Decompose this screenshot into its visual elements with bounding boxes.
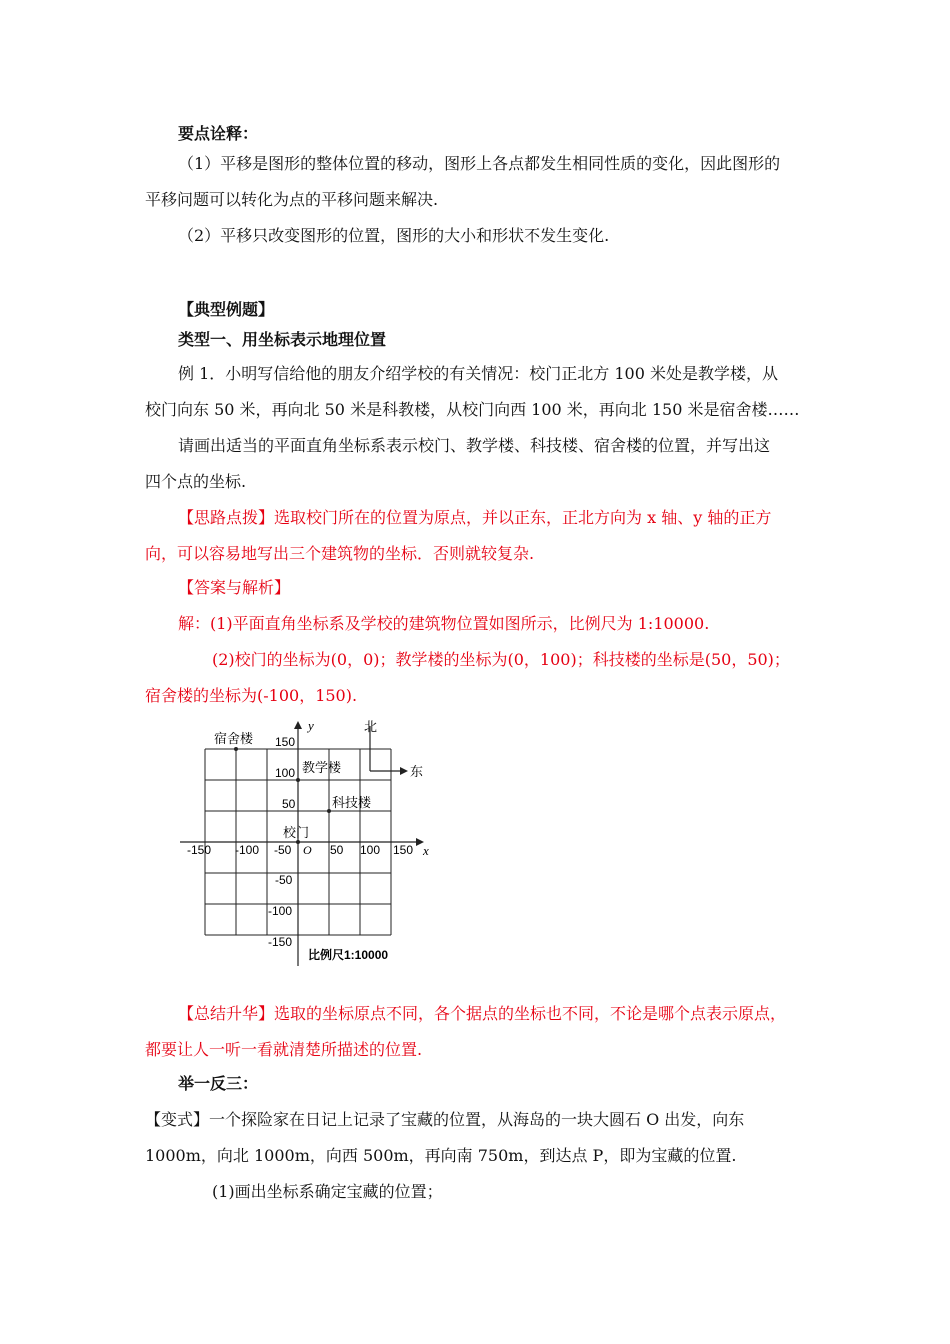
dorm-point [234,747,238,751]
summary-text-a: 选取的坐标原点不同，各个据点的坐标也不同，不论是哪个点表示原点， [274,1004,787,1023]
summary-line-a [178,1004,786,1024]
origin-label: O [303,843,312,857]
y-axis-arrow-icon [294,721,302,729]
coordinate-figure [180,716,440,966]
answer-label: 【答案与解析】 [178,578,291,597]
examples-heading: 【典型例题】 [178,300,275,319]
example1-line-b: 校门向东 50 米，再向北 50 米是科教楼，从校门向西 100 米，再向北 150 米是宿舍楼…… [145,400,800,419]
teaching-building-label: 教学楼 [302,760,342,775]
hint-label: 【思路点拨】 [178,508,275,527]
teaching-building-point [296,778,300,782]
y-tick-label: 50 [282,797,296,811]
gate-point [296,840,300,844]
hint-text-a: 选取校门所在的位置为原点，并以正东，正北方向为 x 轴、y 轴的正方 [274,508,772,527]
variant-line-b: 1000m，向北 1000m，向西 500m，再向南 750m，到达点 P，即为宝藏的位置. [145,1146,737,1165]
x-tick-label: 150 [393,843,414,857]
scale-label: 比例尺1:10000 [308,948,389,962]
practice-heading: 举一反三： [178,1074,259,1093]
key-point-1a: （1）平移是图形的整体位置的移动，图形上各点都发生相同性质的变化，因此图形的 [178,154,781,173]
summary-line-b: 都要让人一听一看就清楚所描述的位置. [145,1040,423,1059]
variant-text-a: 一个探险家在日记上记录了宝藏的位置，从海岛的一块大圆石 O 出发，向东 [209,1110,745,1129]
y-axis-label: y [308,718,314,733]
north-label: 北 [364,719,378,734]
key-point-1b: 平移问题可以转化为点的平移问题来解决. [145,190,439,209]
example1-line-c: 请画出适当的平面直角坐标系表示校门、教学楼、科技楼、宿舍楼的位置，并写出这 [178,436,771,455]
y-tick-label: -50 [275,873,293,887]
x-tick-label: 100 [360,843,381,857]
y-tick-label: -150 [268,935,293,949]
y-tick-label: 100 [275,766,296,780]
x-tick-label: -50 [274,843,292,857]
compass-east-arrow-icon [400,767,408,775]
hint-line-a [178,508,771,528]
x-tick-label: -100 [235,843,260,857]
variant-label: 【变式】 [145,1110,210,1129]
x-tick-label: 50 [330,843,344,857]
dorm-label: 宿舍楼 [214,731,254,746]
y-tick-label: 150 [275,735,296,749]
variant-line-a [145,1110,744,1130]
key-points-heading: 要点诠释： [178,124,259,143]
science-building-point [327,809,331,813]
hint-line-b: 向，可以容易地写出三个建筑物的坐标．否则就较复杂. [145,544,535,563]
east-label: 东 [410,764,424,779]
gate-label: 校门 [283,825,310,840]
example1-line-a: 例 1．小明写信给他的朋友介绍学校的有关情况：校门正北方 100 米处是教学楼，从 [178,364,778,383]
x-axis-label: x [423,843,429,858]
key-point-2: （2）平移只改变图形的位置，图形的大小和形状不发生变化. [178,226,610,245]
x-tick-label: -150 [187,843,212,857]
y-tick-label: -100 [268,904,293,918]
variant-question-1: (1)画出坐标系确定宝藏的位置； [212,1182,443,1201]
science-building-label: 科技楼 [332,795,372,810]
summary-label: 【总结升华】 [178,1004,275,1023]
solution-2: (2)校门的坐标为(0，0)；教学楼的坐标为(0，100)；科技楼的坐标是(50，50)； [212,650,790,669]
solution-1: 解：(1)平面直角坐标系及学校的建筑物位置如图所示，比例尺为 1:10000. [178,614,710,633]
example1-line-d: 四个点的坐标. [145,472,247,491]
solution-3: 宿舍楼的坐标为(-100，150). [145,686,358,705]
type1-heading: 类型一、用坐标表示地理位置 [178,330,387,349]
